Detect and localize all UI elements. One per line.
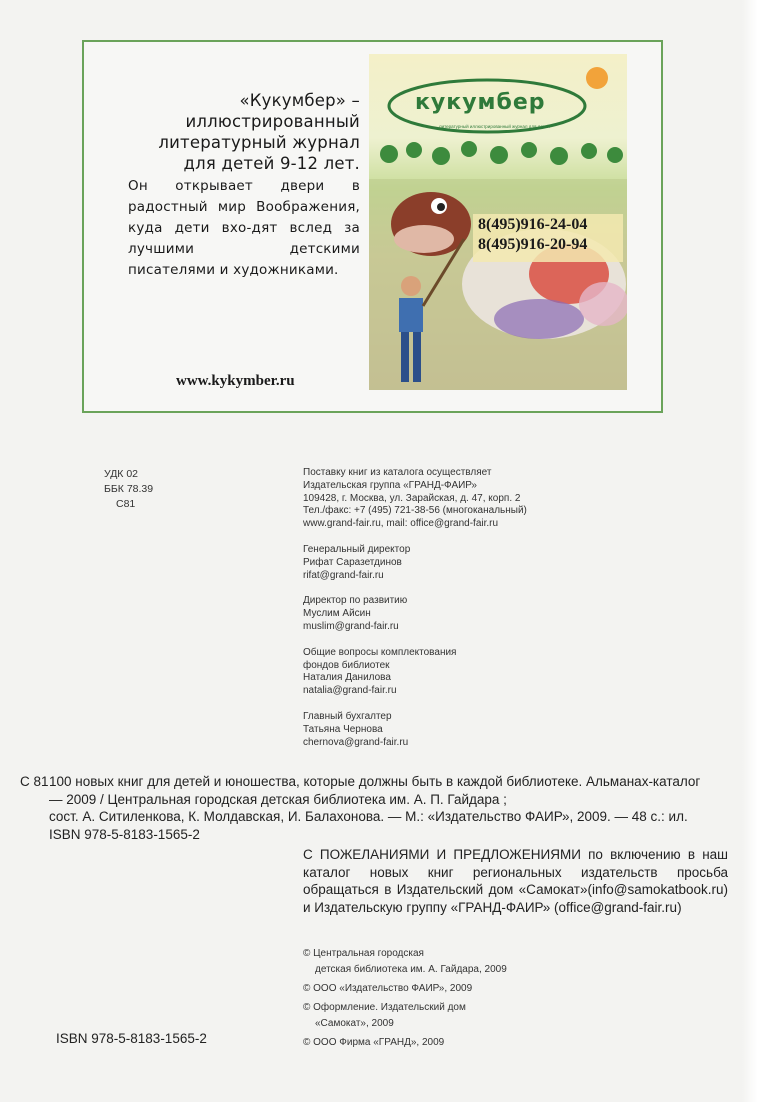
bbk-code: ББК 78.39: [104, 483, 154, 495]
contact-line: www.grand-fair.ru, mail: office@grand-fair.ru: [303, 518, 499, 530]
ad-description: [128, 90, 360, 281]
page-edge: [742, 0, 768, 1102]
copyright-line: © Оформление. Издательский дом: [303, 1002, 466, 1013]
copyright-line: детская библиотека им. А. Гайдара, 2009: [315, 964, 507, 975]
catalog-body: [49, 773, 730, 843]
catalog-line: ISBN 978-5-8183-1565-2: [49, 826, 200, 842]
author-mark: С81: [116, 498, 136, 510]
contact-line: фондов библиотек: [303, 659, 390, 671]
contact-line: Наталия Данилова: [303, 672, 391, 684]
ad-paragraph: Он открывает двери в радостный мир Воображения, куда дети вхо-дят вслед за лучшими детскими писателями и художниками.: [128, 178, 360, 278]
ad-website-link[interactable]: www.kykymber.ru: [176, 373, 295, 389]
contact-line: 109428, г. Москва, ул. Зарайская, д. 47, корп. 2: [303, 492, 521, 504]
supply-info: [303, 467, 527, 531]
library-acquisitions: [303, 647, 527, 698]
copyright-line: © ООО Фирма «ГРАНД», 2009: [303, 1037, 445, 1048]
cover-logo-title: кукумбер: [415, 90, 546, 115]
copyright-line: «Самокат», 2009: [315, 1018, 394, 1029]
contact-line: Главный бухгалтер: [303, 710, 392, 722]
catalog-line: сост. А. Ситиленкова, К. Молдавская, И. Балахонова. — М.: «Издательство ФАИР», 2009. — 48 с.: ил.: [49, 809, 688, 824]
contact-line: Издательская группа «ГРАНД-ФАИР»: [303, 479, 477, 491]
udk-code: УДК 02: [104, 468, 139, 480]
contact-line: Тел./факс: +7 (495) 721-38-56 (многоканальный): [303, 505, 527, 517]
ad-line-3: литературный журнал: [158, 133, 360, 152]
udk-codes: [104, 467, 153, 512]
phone-number-2: 8(495)916-20-94: [478, 236, 588, 253]
ad-line-1: «Кукумбер» –: [239, 91, 360, 110]
wishes-paragraph: С ПОЖЕЛАНИЯМИ И ПРЕДЛОЖЕНИЯМИ по включению в наш каталог новых книг региональных издательств просьба обращаться в Издательский дом «Самокат»(info@samokatbook.ru) и Издательскую группу «ГРАНД-ФАИР» (office@grand-fair.ru): [303, 847, 728, 915]
contact-line: chernova@grand-fair.ru: [303, 736, 409, 748]
contact-line: Татьяна Чернова: [303, 723, 383, 735]
contact-line: muslim@grand-fair.ru: [303, 620, 399, 632]
general-director: [303, 544, 527, 582]
contact-line: Общие вопросы комплектования: [303, 646, 457, 658]
catalog-line: 100 новых книг для детей и юношества, которые должны быть в каждой библиотеке. Альманах-каталог: [49, 774, 701, 789]
contact-line: natalia@grand-fair.ru: [303, 685, 397, 697]
ad-line-4: для детей 9-12 лет.: [183, 154, 360, 173]
catalog-line: — 2009 / Центральная городская детская библиотека им. А. П. Гайдара ;: [49, 791, 507, 807]
catalog-entry: [20, 773, 730, 843]
phone-number-1: 8(495)916-24-04: [478, 216, 588, 233]
contact-line: Поставку книг из каталога осуществляет: [303, 467, 492, 478]
contact-line: Рифат Саразетдинов: [303, 556, 402, 568]
copyright-line: © ООО «Издательство ФАИР», 2009: [303, 983, 473, 994]
copyright-line: © Центральная городская: [303, 948, 424, 959]
contact-line: Генеральный директор: [303, 543, 411, 555]
development-director: [303, 595, 527, 633]
isbn-bottom: ISBN 978-5-8183-1565-2: [56, 1031, 207, 1046]
copyright-block: [303, 947, 507, 1055]
sun-icon: [586, 67, 608, 89]
chief-accountant: [303, 711, 527, 749]
catalog-label: С 81: [20, 774, 49, 789]
contact-line: Директор по развитию: [303, 595, 408, 607]
cover-logo-subtitle: литературный иллюстрированный журнал для детей: [439, 124, 550, 129]
contact-line: rifat@grand-fair.ru: [303, 569, 384, 581]
contact-line: Муслим Айсин: [303, 608, 371, 620]
ad-line-2: иллюстрированный: [185, 112, 360, 131]
contacts-block: [303, 467, 527, 762]
